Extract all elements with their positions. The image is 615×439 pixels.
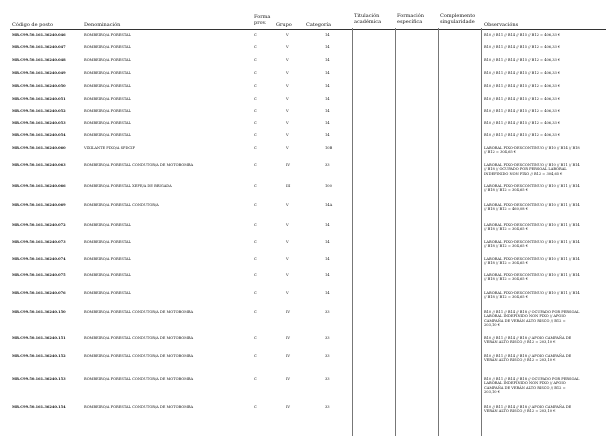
observacion-line: B10 // B11 // B14 // B15 // B12 = 406,33 € (484, 71, 561, 75)
post-forma-provision: C (254, 203, 257, 207)
post-denomination: BOMBEIRO/A FORESTAL (84, 257, 132, 261)
post-categoria: 14 (325, 45, 330, 49)
post-denomination: BOMBEIRO/A FORESTAL (84, 133, 132, 137)
observacion-line: LABORAL FIXO-DESCONTINUO // B10 // B11 // B14 (484, 273, 580, 277)
header-denominacion: Denominación (84, 22, 121, 28)
post-code: MR.C99.50.161.36240.075 (12, 273, 66, 277)
header-titulacion-line2: académica (354, 19, 382, 25)
post-grupo: V (286, 203, 289, 207)
post-categoria: 14 (325, 133, 330, 137)
post-forma-provision: C (254, 121, 257, 125)
post-observacions (484, 291, 608, 300)
post-observacions (484, 240, 608, 249)
post-denomination: BOMBEIRO/A FORESTAL (84, 223, 132, 227)
header-divider (10, 29, 606, 30)
post-denomination: BOMBEIRO/A FORESTAL (84, 45, 132, 49)
post-forma-provision: C (254, 310, 257, 314)
header-categoria: Categoría (306, 22, 331, 28)
post-grupo: IV (286, 163, 291, 167)
post-forma-provision: C (254, 71, 257, 75)
post-code: MR.C99.50.161.36240.046 (12, 33, 66, 37)
column-divider-titulacion (352, 28, 353, 436)
post-denomination: VIXILANTE FIXO/A SPDCIF (84, 146, 136, 150)
post-observacions (484, 223, 608, 232)
header-complemento-line2: singularidade (440, 19, 475, 25)
observacion-line: B10 // B11 // B14 // B18 // APOIO CAMPAÑA DE (484, 336, 572, 340)
observacion-line: LABORAL FIXO-DESCONTINUO // B10 // B11 // B14 (484, 184, 580, 188)
post-code: MR.C99.50.161.36240.047 (12, 45, 66, 49)
observacion-line: VERÁN ALTO RISCO // B12 = 203,10 € (484, 358, 556, 363)
post-grupo: V (286, 109, 289, 113)
post-grupo: V (286, 240, 289, 244)
post-forma-provision: C (254, 336, 257, 340)
post-forma-provision: C (254, 354, 257, 358)
post-code: MR.C99.50.161.36240.050 (12, 84, 66, 88)
post-forma-provision: C (254, 163, 257, 167)
post-grupo: V (286, 45, 289, 49)
post-categoria: 14 (325, 33, 330, 37)
observacion-line: B10 // B11 // B14 // B15 // B12 = 406,33 € (484, 84, 561, 88)
post-categoria: 10B (325, 146, 333, 150)
post-forma-provision: C (254, 405, 257, 409)
post-code: MR.C99.50.161.36240.074 (12, 257, 66, 261)
post-forma-provision: C (254, 240, 257, 244)
observacion-line: VERÁN ALTO RISCO // B12 = 203,10 € (484, 340, 556, 345)
post-forma-provision: C (254, 377, 257, 381)
observacion-line: INDEFINIDO NON FIXO // B12 = 304,65 € (484, 171, 563, 176)
post-observacions (484, 45, 608, 49)
post-code: MR.C99.50.161.36240.048 (12, 58, 66, 62)
post-categoria: 14 (325, 273, 330, 277)
post-categoria: 14 (325, 223, 330, 227)
post-code: MR.C99.50.161.36240.049 (12, 71, 66, 75)
observacion-line: B10 // B11 // B14 // B15 // B12 = 406,33 € (484, 133, 561, 137)
post-code: MR.C99.50.161.36240.052 (12, 109, 66, 113)
post-categoria: 14 (325, 291, 330, 295)
post-forma-provision: C (254, 273, 257, 277)
post-forma-provision: C (254, 109, 257, 113)
observacion-line: // B18 // B12 = 460,08 € (484, 207, 528, 212)
observacion-line: // B12 = 304,65 € (484, 150, 517, 155)
post-grupo: V (286, 84, 289, 88)
post-forma-provision: C (254, 291, 257, 295)
post-categoria: 33 (325, 354, 330, 358)
observacion-line: 203,10 € (484, 390, 501, 395)
observacion-line: // B18 // B12 = 304,65 € (484, 244, 528, 249)
post-categoria: 14 (325, 71, 330, 75)
post-code: MR.C99.50.161.36240.152 (12, 354, 66, 358)
observacion-line: // B18 // B12 = 304,65 € (484, 261, 528, 266)
post-denomination: BOMBEIRO/A FORESTAL (84, 71, 132, 75)
observacion-line: CAMPAÑA DE VERÁN ALTO RISCO // B12 = (484, 318, 566, 323)
post-categoria: 33 (325, 310, 330, 314)
post-observacions (484, 354, 608, 363)
header-forma-line2: prov. (254, 20, 267, 26)
observacion-line: B10 // B11 // B14 // B18 // OCUPADO POR PERSOAL (484, 310, 580, 314)
post-categoria: 14 (325, 257, 330, 261)
post-denomination: BOMBEIRO/A FORESTAL (84, 273, 132, 277)
post-observacions (484, 203, 608, 212)
post-forma-provision: C (254, 45, 257, 49)
observacion-line: LABORAL FIXO-DESCONTINUO // B10 // B11 // B14 (484, 240, 580, 244)
post-code: MR.C99.50.161.36240.053 (12, 121, 66, 125)
post-categoria: 33 (325, 377, 330, 381)
post-observacions (484, 184, 608, 193)
post-denomination: BOMBEIRO/A FORESTAL CONDUTOR/A DE MOTOBOMBA (84, 310, 194, 314)
post-code: MR.C99.50.161.36240.076 (12, 291, 66, 295)
observacion-line: LABORAL INDEFINIDO NON FIXO // APOIO (484, 314, 566, 319)
post-code: MR.C99.50.161.36240.060 (12, 146, 66, 150)
observacion-line: // B18 // OCUPADO POR PERSOAL LABORAL (484, 167, 567, 172)
column-divider-observacions (481, 28, 482, 436)
post-observacions (484, 273, 608, 282)
observacion-line: B10 // B11 // B14 // B15 // B12 = 406,33 € (484, 97, 561, 101)
post-forma-provision: C (254, 223, 257, 227)
post-categoria: 14 (325, 109, 330, 113)
post-grupo: IV (286, 310, 291, 314)
post-denomination: BOMBEIRO/A FORESTAL (84, 291, 132, 295)
observacion-line: LABORAL FIXO-DESCONTINUO // B10 // B11 // B14 (484, 203, 580, 207)
post-denomination: BOMBEIRO/A FORESTAL CONDUTOR/A (84, 203, 159, 207)
post-categoria: 100 (325, 184, 332, 188)
observacion-line: B10 // B11 // B14 // B18 // APOIO CAMPAÑA DE (484, 405, 572, 409)
post-grupo: V (286, 71, 289, 75)
post-denomination: BOMBEIRO/A FORESTAL (84, 97, 132, 101)
header-titulacion-line1: Titulación (354, 13, 380, 19)
post-denomination: BOMBEIRO/A FORESTAL CONDUTOR/A DE MOTOBOMBA (84, 377, 194, 381)
observacion-line: VERÁN ALTO RISCO // B12 = 203,10 € (484, 409, 556, 414)
post-observacions (484, 405, 608, 414)
post-code: MR.C99.50.161.36240.066 (12, 184, 66, 188)
post-denomination: BOMBEIRO/A FORESTAL (84, 84, 132, 88)
post-denomination: BOMBEIRO/A FORESTAL (84, 58, 132, 62)
post-grupo: V (286, 133, 289, 137)
header-complemento-line1: Complemento (440, 13, 476, 19)
column-divider-complemento (438, 28, 439, 436)
post-observacions (484, 377, 608, 395)
post-forma-provision: C (254, 133, 257, 137)
observacion-line: B10 // B11 // B14 // B15 // B12 = 406,33 € (484, 58, 561, 62)
post-code: MR.C99.50.161.36240.150 (12, 310, 66, 314)
post-observacions (484, 146, 608, 155)
post-forma-provision: C (254, 97, 257, 101)
post-denomination: BOMBEIRO/A FORESTAL CONDUTOR/A DE MOTOBOMBA (84, 163, 194, 167)
observacion-line: LABORAL FIXO-DESCONTINUO // B10 // B11 // B14 (484, 163, 580, 167)
post-categoria: 14 (325, 58, 330, 62)
observacion-line: B10 // B11 // B14 // B15 // B12 = 406,33 € (484, 109, 561, 113)
post-forma-provision: C (254, 33, 257, 37)
post-denomination: BOMBEIRO/A FORESTAL (84, 121, 132, 125)
observacion-line: // B18 // B12 = 304,65 € (484, 188, 528, 193)
observacion-line: // B18 // B12 = 304,65 € (484, 295, 528, 300)
post-observacions (484, 58, 608, 62)
post-observacions (484, 310, 608, 328)
post-categoria: 33 (325, 405, 330, 409)
post-code: MR.C99.50.161.36240.063 (12, 163, 66, 167)
observacion-line: B10 // B11 // B14 // B15 // B12 = 406,33 € (484, 45, 561, 49)
observacion-line: LABORAL FIXO-DESCONTINUO // B10 // B11 // B14 (484, 223, 580, 227)
post-categoria: 14A (325, 203, 333, 207)
header-forma-line1: Forma (254, 14, 271, 20)
post-grupo: V (286, 257, 289, 261)
post-categoria: 33 (325, 163, 330, 167)
post-grupo: V (286, 273, 289, 277)
post-observacions (484, 133, 608, 137)
post-code: MR.C99.50.161.36240.154 (12, 405, 66, 409)
post-forma-provision: C (254, 84, 257, 88)
post-grupo: V (286, 58, 289, 62)
post-denomination: BOMBEIRO/A FORESTAL XEFE/A DE BRIGADA (84, 184, 172, 188)
post-grupo: IV (286, 405, 291, 409)
header-formacion-line1: Formación (397, 13, 424, 19)
observacion-line: LABORAL FIXO-DESCONTINUO // B10 // B11 // B14 (484, 291, 580, 295)
post-grupo: V (286, 121, 289, 125)
observacion-line: // B18 // B12 = 304,65 € (484, 227, 528, 232)
post-observacions (484, 97, 608, 101)
post-observacions (484, 33, 608, 37)
post-grupo: IV (286, 354, 291, 358)
post-forma-provision: C (254, 146, 257, 150)
post-observacions (484, 163, 608, 176)
post-code: MR.C99.50.161.36240.151 (12, 336, 66, 340)
post-denomination: BOMBEIRO/A FORESTAL CONDUTOR/A DE MOTOBOMBA (84, 405, 194, 409)
header-codigo: Código de posto (12, 22, 53, 28)
post-code: MR.C99.50.161.36240.153 (12, 377, 66, 381)
post-code: MR.C99.50.161.36240.072 (12, 223, 66, 227)
post-code: MR.C99.50.161.36240.054 (12, 133, 66, 137)
post-forma-provision: C (254, 184, 257, 188)
observacion-line: B10 // B11 // B14 // B18 // OCUPADO POR PERSOAL (484, 377, 580, 381)
observacion-line: B10 // B11 // B14 // B15 // B12 = 406,33 € (484, 121, 561, 125)
post-categoria: 14 (325, 84, 330, 88)
post-observacions (484, 336, 608, 345)
post-grupo: III (286, 184, 291, 188)
observacion-line: B10 // B11 // B14 // B18 // APOIO CAMPAÑA DE (484, 354, 572, 358)
observacion-line: LABORAL FIXO-DESCONTINUO // B10 // B14 // B18 (484, 146, 580, 150)
post-categoria: 14 (325, 121, 330, 125)
post-grupo: V (286, 33, 289, 37)
post-code: MR.C99.50.161.36240.051 (12, 97, 66, 101)
post-code: MR.C99.50.161.36240.073 (12, 240, 66, 244)
post-grupo: IV (286, 377, 291, 381)
post-denomination: BOMBEIRO/A FORESTAL (84, 109, 132, 113)
post-denomination: BOMBEIRO/A FORESTAL CONDUTOR/A DE MOTOBOMBA (84, 354, 194, 358)
post-grupo: V (286, 291, 289, 295)
header-grupo: Grupo (276, 22, 292, 28)
post-categoria: 14 (325, 240, 330, 244)
observacion-line: 203,10 € (484, 323, 501, 328)
post-forma-provision: C (254, 257, 257, 261)
post-observacions (484, 257, 608, 266)
post-denomination: BOMBEIRO/A FORESTAL (84, 240, 132, 244)
observacion-line: B10 // B11 // B14 // B15 // B12 = 406,33 € (484, 33, 561, 37)
post-observacions (484, 109, 608, 113)
observacion-line: // B18 // B12 = 304,65 € (484, 277, 528, 282)
post-grupo: V (286, 146, 289, 150)
header-observacions: Observacións (484, 22, 519, 28)
post-grupo: V (286, 97, 289, 101)
post-observacions (484, 121, 608, 125)
post-grupo: IV (286, 336, 291, 340)
column-divider-formacion (395, 28, 396, 436)
post-denomination: BOMBEIRO/A FORESTAL CONDUTOR/A DE MOTOBOMBA (84, 336, 194, 340)
post-observacions (484, 84, 608, 88)
header-formacion-line2: específica (397, 19, 423, 25)
observacion-line: LABORAL INDEFINIDO NON FIXO // APOIO (484, 381, 566, 386)
post-observacions (484, 71, 608, 75)
post-forma-provision: C (254, 58, 257, 62)
post-categoria: 14 (325, 97, 330, 101)
post-denomination: BOMBEIRO/A FORESTAL (84, 33, 132, 37)
observacion-line: CAMPAÑA DE VERÁN ALTO RISCO // B12 = (484, 385, 566, 390)
post-code: MR.C99.50.161.36240.069 (12, 203, 66, 207)
observacion-line: LABORAL FIXO-DESCONTINUO // B10 // B11 // B14 (484, 257, 580, 261)
post-grupo: V (286, 223, 289, 227)
post-categoria: 33 (325, 336, 330, 340)
